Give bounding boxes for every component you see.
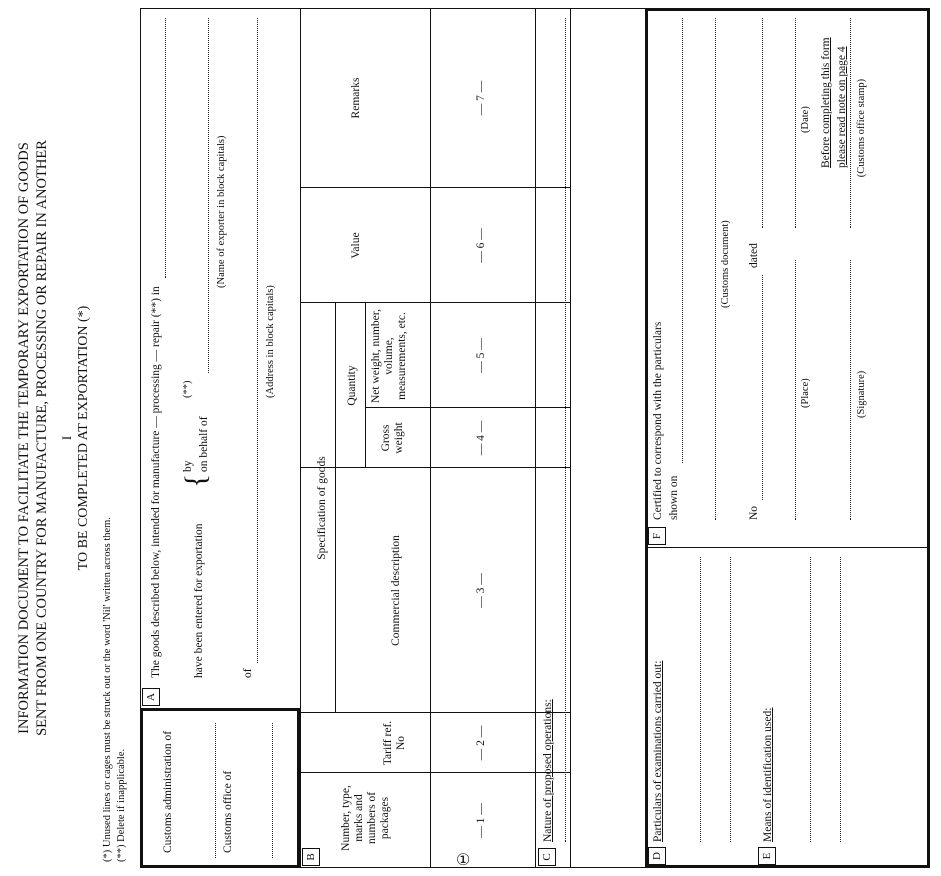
read-note-line2: please read note on page 4 bbox=[836, 46, 848, 168]
col6-num: — 6 — bbox=[475, 228, 487, 263]
box-f-letter: F bbox=[648, 527, 666, 545]
box-a-stars: (**) bbox=[182, 380, 193, 398]
box-d-label: Particulars of examinations carried out: bbox=[652, 660, 664, 842]
box-a-line1: The goods described below, intended for manufacture — processing — repair (**) in bbox=[150, 286, 162, 678]
read-note-line1: Before completing this form bbox=[820, 37, 832, 168]
form-title-line2: SENT FROM ONE COUNTRY FOR MANUFACTURE, PROCESSING OR REPAIR IN ANOTHER bbox=[34, 140, 50, 736]
footnote-1: (*) Unused lines or cages must be struck out or the word 'Nil' written across them. bbox=[102, 517, 113, 862]
box-f-signature: (Signature) bbox=[856, 370, 867, 418]
page-number: ① bbox=[456, 852, 471, 869]
box-f-place: (Place) bbox=[800, 378, 811, 408]
quantity-title: Quantity bbox=[346, 365, 358, 406]
box-f-line1: Certified to correspond with the particulars bbox=[652, 321, 664, 520]
box-f-customs-doc: (Customs document) bbox=[720, 220, 731, 308]
section-title: TO BE COMPLETED AT EXPORTATION (*) bbox=[76, 305, 91, 571]
brace: { bbox=[179, 473, 212, 488]
col7-num: — 7 — bbox=[475, 80, 487, 116]
col6-header: Value bbox=[350, 232, 362, 259]
box-f-stamp: (Customs office stamp) bbox=[856, 78, 867, 178]
box-a-letter: A bbox=[142, 688, 160, 706]
col2-header: Tariff ref. No bbox=[382, 720, 407, 766]
box-e-label: Means of identification used: bbox=[762, 707, 774, 842]
box-f-dated: dated bbox=[748, 243, 760, 268]
section-number: I bbox=[59, 435, 74, 441]
col3-num: — 3 — bbox=[475, 573, 487, 608]
col4-num: — 4 — bbox=[475, 420, 487, 456]
customs-office-label: Customs office of bbox=[222, 770, 234, 853]
official-use-box bbox=[645, 8, 930, 868]
box-b-letter: B bbox=[302, 848, 320, 866]
form-title-line1: INFORMATION DOCUMENT TO FACILITATE THE TEMPORARY EXPORTATION OF GOODS bbox=[16, 142, 32, 734]
box-f-date: (Date) bbox=[800, 106, 811, 133]
col5-header: Net weight, number, volume, measurements, etc. bbox=[370, 308, 408, 404]
col1-num: — 1 — bbox=[475, 803, 487, 838]
box-f-no: No bbox=[748, 505, 760, 520]
col1-header: Number, type, marks and numbers of packages bbox=[340, 785, 391, 851]
col5-num: — 5 — bbox=[475, 338, 487, 373]
col7-header: Remarks bbox=[350, 77, 362, 119]
footnote-2: (**) Delete if inapplicable. bbox=[116, 748, 127, 862]
form-page bbox=[10, 8, 930, 868]
col2-num: — 2 — bbox=[475, 725, 487, 761]
box-a-by: by bbox=[182, 460, 194, 472]
box-a-of: of bbox=[242, 668, 254, 678]
box-c-letter: C bbox=[538, 848, 556, 866]
box-f-line2: shown on bbox=[668, 475, 680, 520]
col3-header: Commercial description bbox=[390, 535, 402, 646]
customs-admin-label: Customs administration of bbox=[162, 730, 174, 853]
box-d-letter: D bbox=[648, 847, 666, 865]
box-a-on-behalf: on behalf of bbox=[198, 416, 210, 472]
box-e-letter: E bbox=[758, 847, 776, 865]
box-a-entered: have been entered for exportation bbox=[193, 523, 205, 678]
box-c-label: Nature of proposed operations: bbox=[542, 699, 554, 842]
col4-header: Gross weight bbox=[380, 422, 405, 454]
spec-title: Specification of goods bbox=[316, 456, 328, 560]
box-a-name-caption: (Name of exporter in block capitals) bbox=[216, 135, 227, 288]
box-a-address-caption: (Address in block capitals) bbox=[265, 285, 276, 398]
